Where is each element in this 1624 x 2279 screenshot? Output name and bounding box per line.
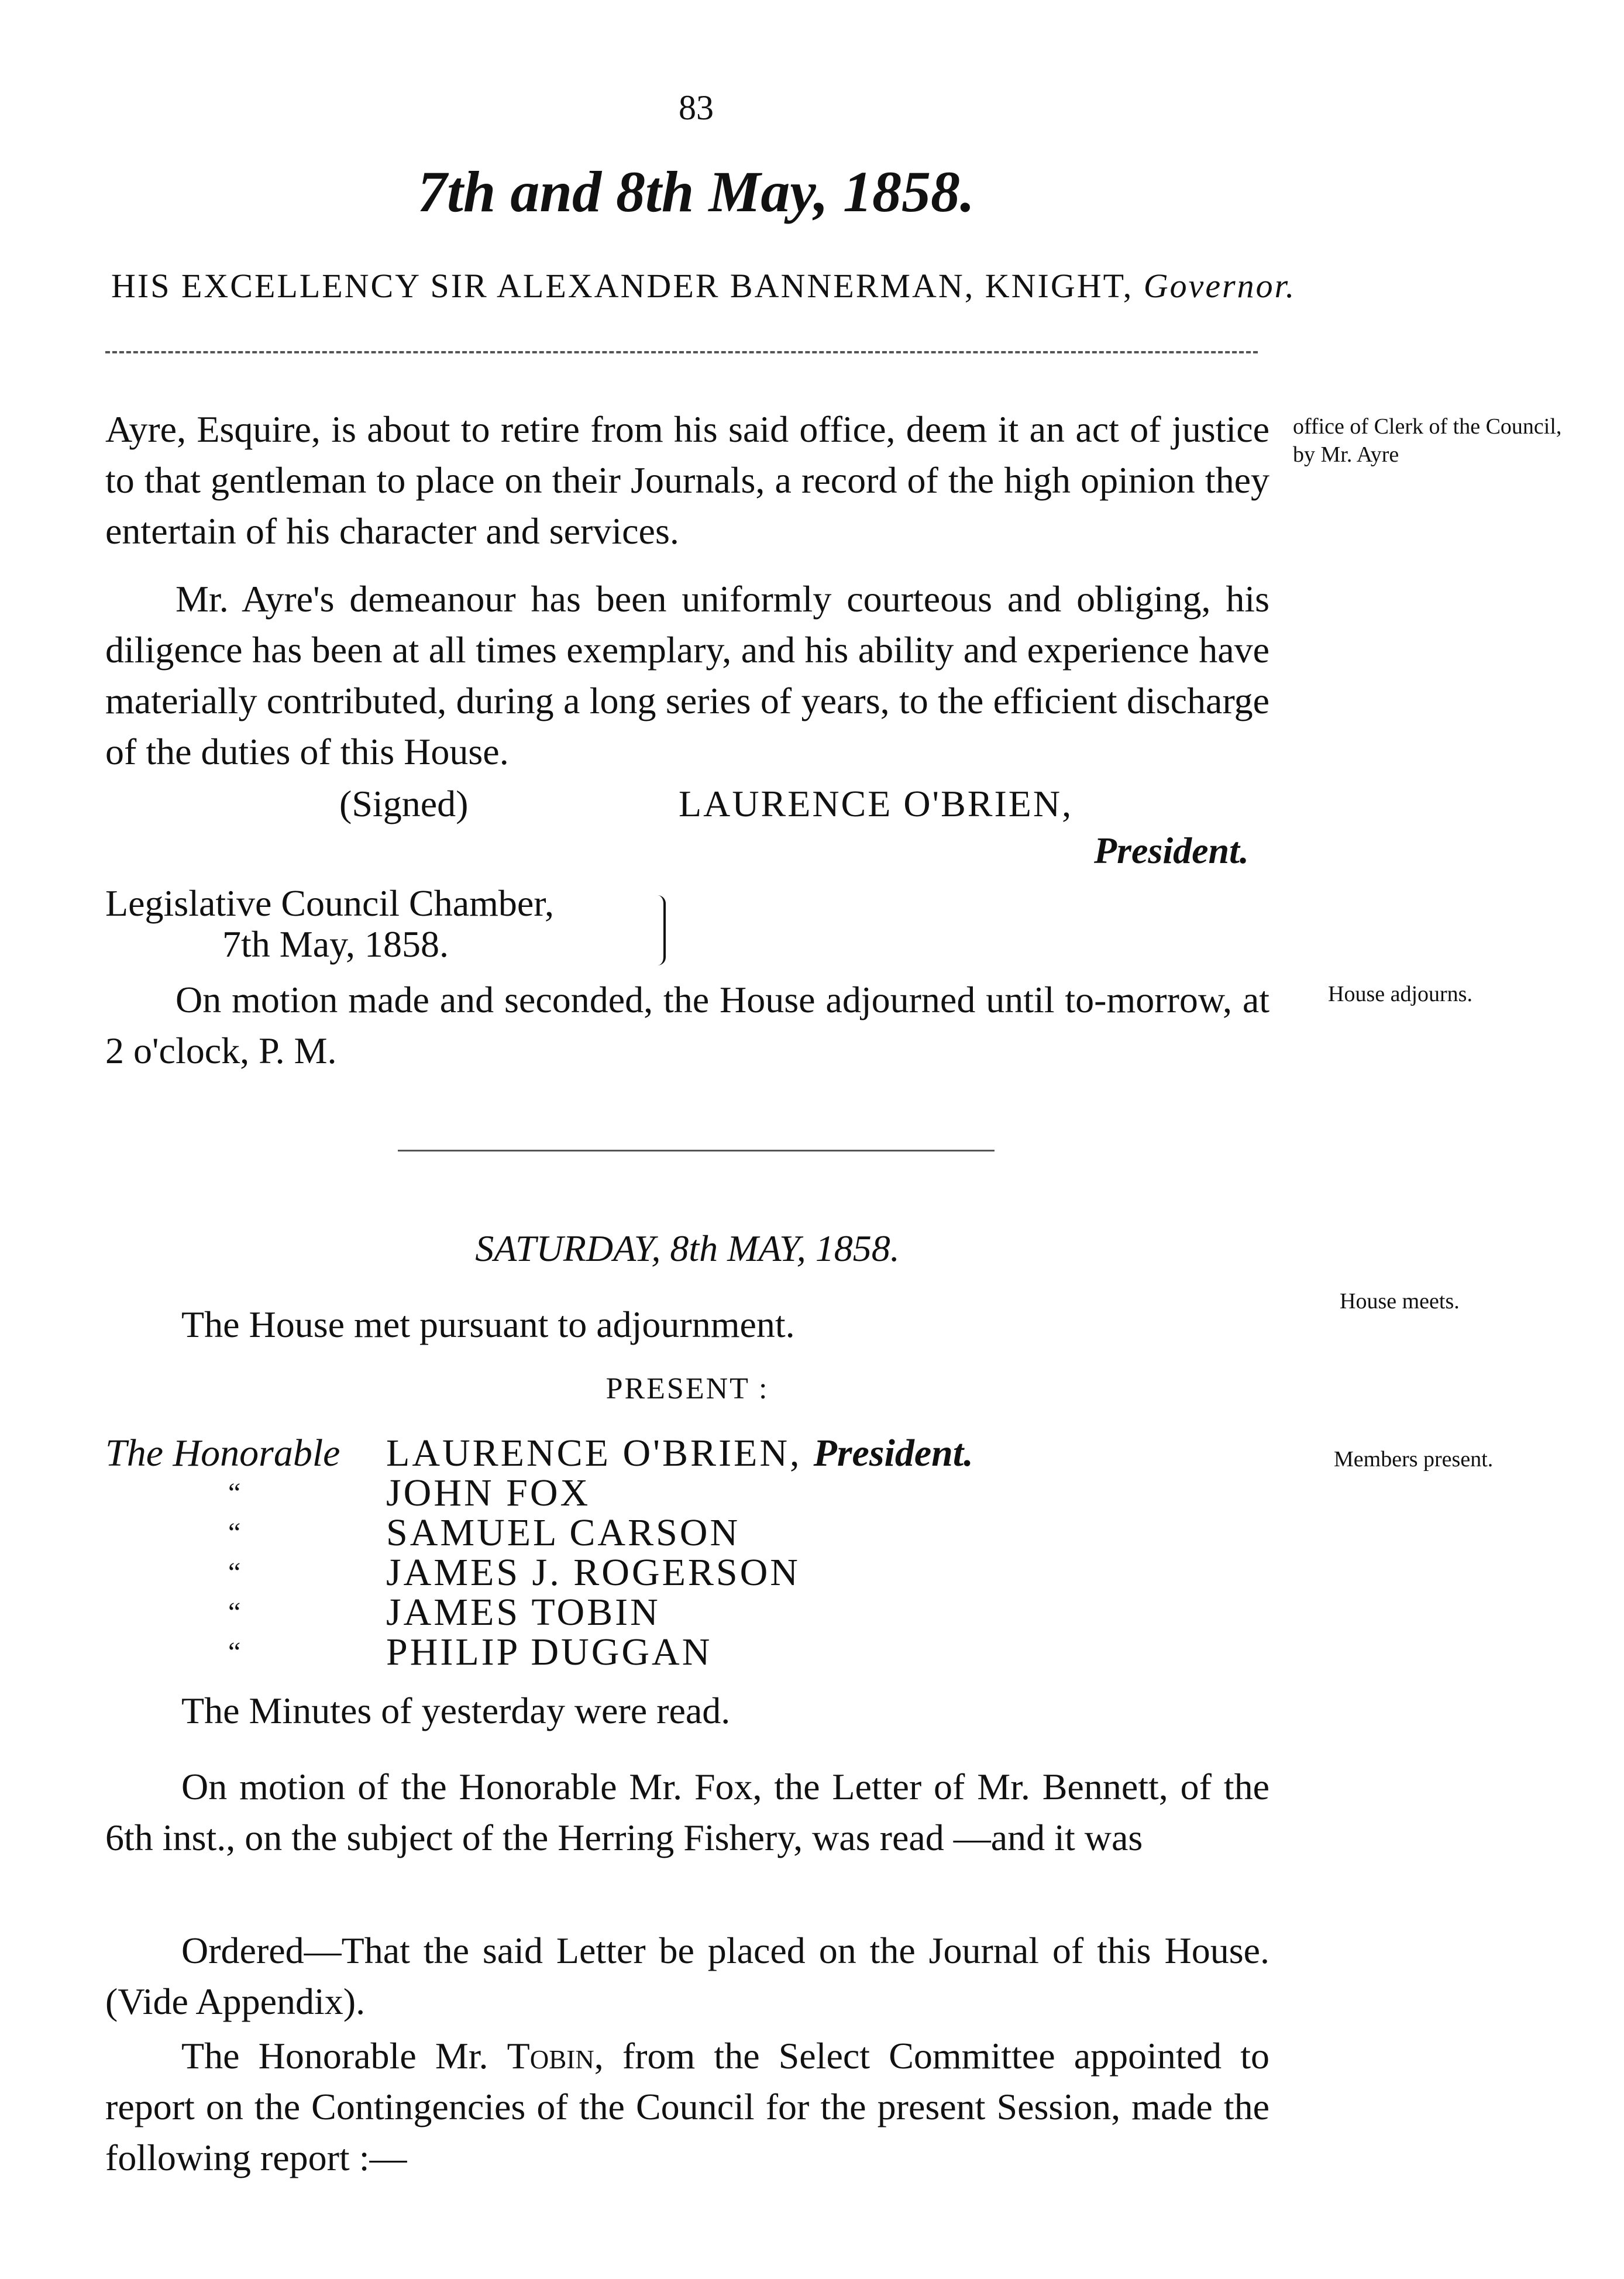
margin-note-members: Members present.: [1334, 1447, 1494, 1472]
members-list: [105, 1434, 1269, 1672]
member-row: [105, 1593, 1269, 1632]
governor-title: Governor.: [1143, 267, 1296, 305]
brace: [655, 895, 666, 965]
ordered-paragraph: Ordered—That the said Letter be placed on the Journal of this House. (Vide Appendix).: [105, 1930, 1269, 2022]
member-name: LAURENCE O'BRIEN,: [386, 1432, 802, 1474]
saturday-heading: SATURDAY, 8th MAY, 1858.: [475, 1228, 900, 1269]
ditto-mark: “: [228, 1477, 241, 1508]
member-prefix: The Honorable: [105, 1432, 340, 1474]
member-name: SAMUEL CARSON: [386, 1511, 741, 1554]
header-rule: [105, 351, 1258, 353]
signed-label: (Signed): [339, 783, 469, 824]
signature-date: 7th May, 1858.: [222, 923, 449, 965]
minutes-read: The Minutes of yesterday were read.: [181, 1690, 731, 1731]
member-name: JAMES J. ROGERSON: [386, 1551, 800, 1594]
member-row: [105, 1513, 1269, 1553]
member-name: JAMES TOBIN: [386, 1591, 660, 1634]
ditto-mark: “: [228, 1517, 241, 1548]
governor-name: HIS EXCELLENCY SIR ALEXANDER BANNERMAN, KNIGHT,: [111, 267, 1134, 305]
section-rule: [398, 1150, 995, 1151]
resolution-para-1: Ayre, Esquire, is about to retire from his said office, deem it an act of justice to that gentleman to place on their Journals, a record of the high opinion they entertain of his character and services.: [105, 408, 1269, 552]
page-number: 83: [679, 88, 714, 127]
signer-title: President.: [1094, 830, 1249, 871]
president-label: President.: [813, 1432, 973, 1474]
tobin-report-paragraph: The Honorable Mr. Tobin, from the Select Committee appointed to report on the Contingencies of the Council for the present Session, made the following report :—: [105, 2035, 1270, 2178]
member-row: [105, 1632, 1269, 1672]
margin-note-adjourns: House adjourns.: [1328, 982, 1472, 1006]
member-row: [105, 1434, 1269, 1473]
ditto-mark: “: [228, 1557, 241, 1588]
page-date-header: 7th and 8th May, 1858.: [417, 159, 975, 224]
member-row: [105, 1473, 1269, 1513]
signer-name: LAURENCE O'BRIEN,: [679, 783, 1074, 824]
house-met: The House met pursuant to adjournment.: [181, 1304, 795, 1345]
ditto-mark: “: [228, 1637, 241, 1668]
governor-line: [111, 266, 1296, 305]
member-name: PHILIP DUGGAN: [386, 1631, 713, 1673]
signature-place: Legislative Council Chamber,: [105, 882, 555, 924]
tobin-name: Tobin: [507, 2035, 594, 2077]
member-row: [105, 1553, 1269, 1593]
margin-note-meets: House meets.: [1340, 1289, 1460, 1314]
adjourn-paragraph: On motion made and seconded, the House adjourned until to-morrow, at 2 o'clock, P. M.: [105, 979, 1269, 1071]
margin-note-clerk: office of Clerk of the Council, by Mr. Ayre: [1293, 414, 1562, 467]
present-label: PRESENT :: [605, 1372, 769, 1405]
resolution-para-2: Mr. Ayre's demeanour has been uniformly courteous and obliging, his diligence has been at all times exemplary, and his ability and experience have materially contributed, during a long series of years, to the efficient discharge of the duties of this House.: [105, 578, 1269, 772]
ditto-mark: “: [228, 1597, 241, 1628]
motion-fox-paragraph: On motion of the Honorable Mr. Fox, the Letter of Mr. Bennett, of the 6th inst., on the subject of the Herring Fishery, was read —and it was: [105, 1766, 1269, 1858]
member-name: JOHN FOX: [386, 1472, 591, 1514]
